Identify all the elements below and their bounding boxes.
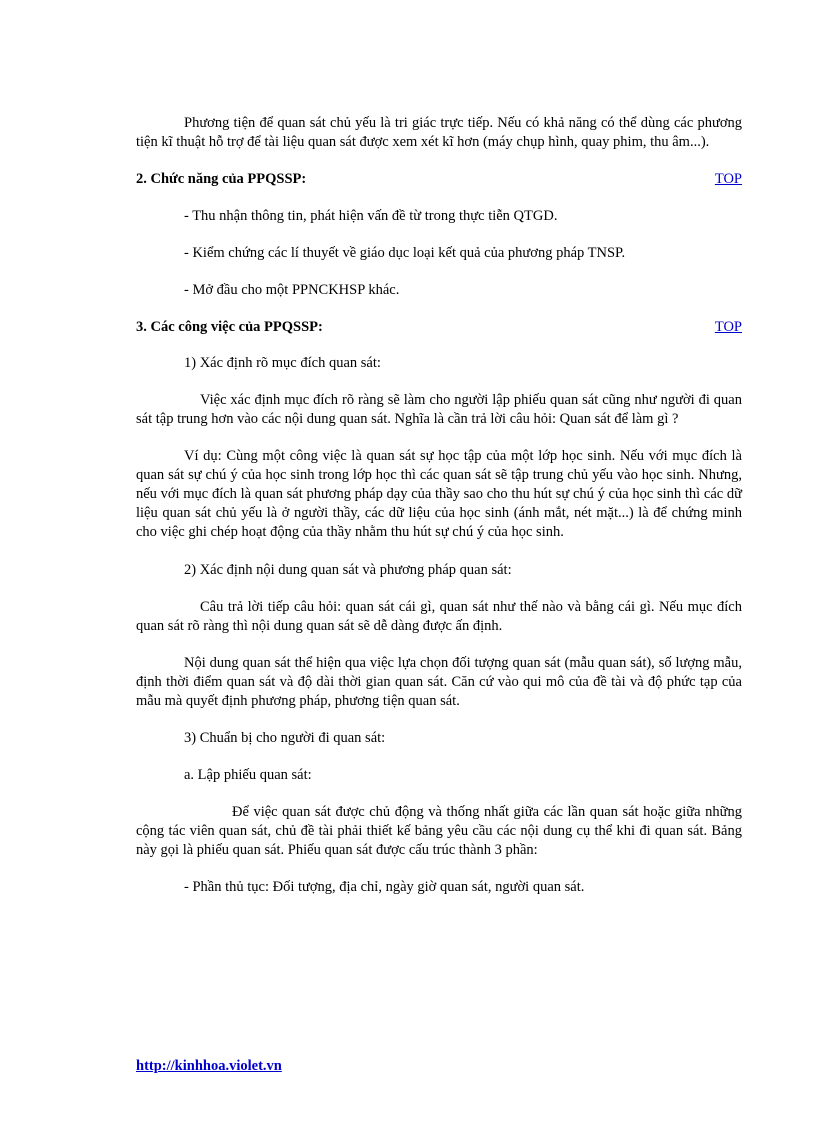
paragraph-example: Ví dụ: Cùng một công việc là quan sát sự học tập của một lớp học sinh. Nếu với mục đích là quan sát sự chú ý của học sinh trong lớp học thì các quan sát sẽ tập trung chủ yếu vào học sinh. Nhưng, nếu với mục đích là quan sát phương pháp dạy của thầy sao cho thu hút sự chú ý của học sinh thì các dữ liệu quan sát chủ yếu là ở người thầy, các dữ liệu của học sinh (ánh mắt, nét mặt...) là để chứng minh cho việc ghi chép hoạt động của thầy nhằm thu hút sự chú ý của học sinh. bbox=[136, 448, 742, 540]
subheading-form: a. Lập phiếu quan sát: bbox=[184, 767, 312, 783]
list-item: - Thu nhận thông tin, phát hiện vấn đề từ trong thực tiễn QTGD. bbox=[184, 208, 558, 224]
section-3-heading bbox=[136, 319, 742, 336]
paragraph-purpose: Việc xác định mục đích rõ ràng sẽ làm cho người lập phiếu quan sát cũng như người đi quan sát tập trung hơn vào các nội dung quan sát. Nghĩa là cần trả lời câu hỏi: Quan sát để làm gì ? bbox=[136, 392, 742, 427]
list-item: - Phần thủ tục: Đối tượng, địa chỉ, ngày giờ quan sát, người quan sát. bbox=[184, 879, 585, 895]
section-2-title: 2. Chức năng của PPQSSP: bbox=[136, 171, 307, 187]
footer-link[interactable]: http://kinhhoa.violet.vn bbox=[136, 1058, 282, 1074]
paragraph-sampling: Nội dung quan sát thể hiện qua việc lựa chọn đối tượng quan sát (mẫu quan sát), số lượng mẫu, định thời điểm quan sát và độ dài thời gian quan sát. Căn cứ vào qui mô của đề tài và độ phức tạp của mẫu mà quyết định phương pháp, phương tiện quan sát. bbox=[136, 655, 742, 709]
paragraph-content: Câu trả lời tiếp câu hỏi: quan sát cái gì, quan sát như thế nào và bằng cái gì. Nếu mục đích quan sát rõ ràng thì nội dung quan sát sẽ dễ dàng được ấn định. bbox=[136, 599, 742, 634]
subheading-content: 2) Xác định nội dung quan sát và phương pháp quan sát: bbox=[184, 562, 512, 578]
paragraph-form: Để việc quan sát được chủ động và thống nhất giữa các lần quan sát hoặc giữa những cộng tác viên quan sát, chủ đề tài phải thiết kế bảng yêu cầu các nội dung cụ thể khi đi quan sát. Bảng này gọi là phiếu quan sát. Phiếu quan sát được cấu trúc thành 3 phần: bbox=[136, 804, 742, 858]
top-link[interactable]: TOP bbox=[714, 171, 742, 187]
footer bbox=[136, 1058, 282, 1075]
paragraph-tools: Phương tiện để quan sát chủ yếu là tri giác trực tiếp. Nếu có khả năng có thể dùng các phương tiện kĩ thuật hỗ trợ để tài liệu quan sát được xem xét kĩ hơn (máy chụp hình, quay phim, thu âm...). bbox=[136, 115, 742, 150]
list-item: - Kiểm chứng các lí thuyết về giáo dục loại kết quả của phương pháp TNSP. bbox=[184, 245, 626, 261]
section-3-title: 3. Các công việc của PPQSSP: bbox=[136, 319, 323, 335]
subheading-prepare: 3) Chuẩn bị cho người đi quan sát: bbox=[184, 730, 386, 746]
section-2-heading bbox=[136, 171, 742, 188]
document-body bbox=[136, 114, 742, 897]
list-item: - Mở đầu cho một PPNCKHSP khác. bbox=[184, 282, 400, 298]
top-link[interactable]: TOP bbox=[714, 319, 742, 335]
subheading-purpose: 1) Xác định rõ mục đích quan sát: bbox=[184, 355, 381, 371]
